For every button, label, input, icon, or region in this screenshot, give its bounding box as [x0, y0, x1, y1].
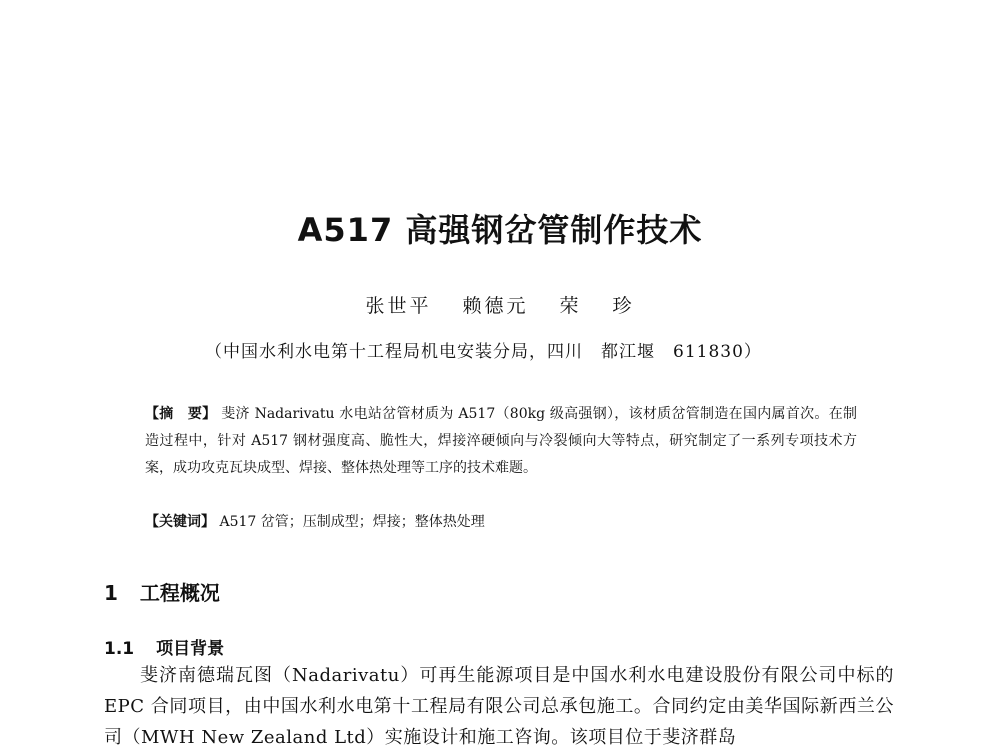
subsection-heading-1-1 [104, 634, 224, 659]
authors: 张世平 赖德元 荣 珍 [365, 295, 635, 317]
abstract-text: 斐济 Nadarivatu 水电站岔管材质为 A517（80kg 级高强钢），该材质岔管制造在国内属首次。在制造过程中，针对 A517 钢材强度高、脆性大，焊接淬硬倾向与冷裂倾向大等特点，研究制定了一系列专项技术方案，成功攻克瓦块成型、焊接、整体热处理等工序的技术难题。 [145, 406, 858, 476]
section-number: 1 [104, 581, 118, 605]
section-heading-1 [104, 577, 220, 606]
body-paragraph: 斐济南德瑞瓦图（Nadarivatu）可再生能源项目是中国水利水电建设股份有限公司中标的 EPC 合同项目，由中国水利水电第十工程局有限公司总承包施工。合同约定由美华国际新西兰公司（MWH New Zealand Ltd）实施设计和施工咨询。该项目位于斐济群岛 [104, 665, 894, 748]
abstract [145, 401, 857, 482]
keywords-label: 【关键词】 [145, 514, 215, 530]
abstract-label: 【摘 要】 [145, 406, 217, 422]
subsection-number: 1.1 [104, 639, 135, 659]
section-title: 工程概况 [139, 581, 220, 605]
subsection-title: 项目背景 [156, 639, 225, 659]
keywords [145, 509, 857, 536]
affiliation: （中国水利水电第十工程局机电安装分局，四川 都江堰 611830） [205, 342, 762, 362]
keywords-text: A517 岔管；压制成型；焊接；整体热处理 [219, 514, 485, 530]
paper-title: A517 高强钢岔管制作技术 [297, 211, 703, 249]
